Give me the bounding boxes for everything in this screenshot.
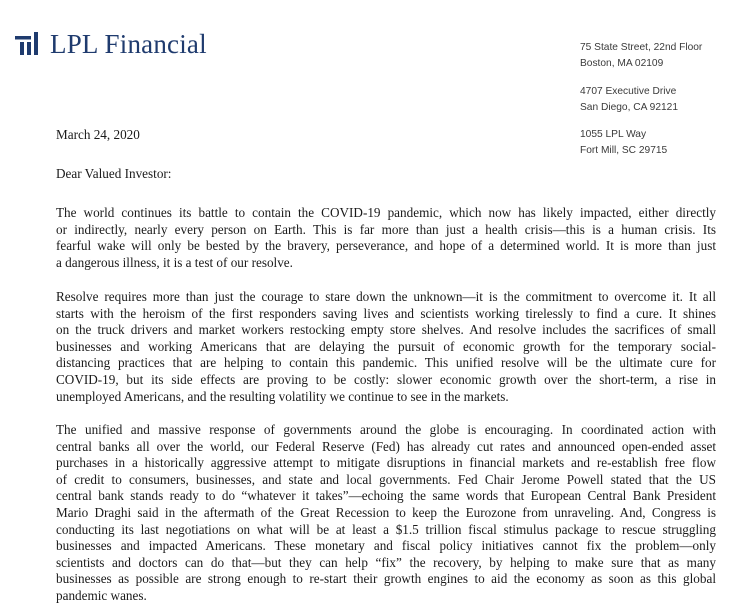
text-line: Mario Draghi said in the aftermath of the Great Recession to keep the Eurozone from unraveling. And, Congress is [56, 504, 716, 520]
salutation: Dear Valued Investor: [56, 166, 172, 181]
address-line: Boston, MA 02109 [580, 58, 664, 69]
text-line: central bank stands ready to do “whatever it takes”—echoing the same words that European Central Bank President [56, 488, 716, 504]
text-line: businesses and working Americans that are delaying the pursuit of economic growth for the temporary social- [56, 338, 716, 354]
text-line: on the truck drivers and market workers restocking empty store shelves. And resolve includes the sacrifices of small [56, 322, 716, 338]
address-fort-mill [580, 127, 667, 159]
address-line: 75 State Street, 22nd Floor [580, 42, 703, 53]
text-line: The unified and massive response of governments around the globe is encouraging. In coordinated action with [56, 422, 716, 437]
text-line: conducting its last negotiations on what will be at least a $1.5 trillion fiscal stimulus package to rescue struggling [56, 521, 716, 537]
address-line: 4707 Executive Drive [580, 86, 677, 97]
text-line: Resolve requires more than just the courage to stare down the unknown—it is the commitment to overcome it. It all [56, 289, 716, 304]
text-line: distancing practices that are helping to contain this pandemic. This unified resolve will be the ultimate cure for [56, 355, 716, 371]
text-line: COVID-19, but its side effects are proving to be costly: slower economic growth over the short-term, a rise in [56, 371, 716, 387]
address-line: Fort Mill, SC 29715 [580, 145, 668, 156]
address-boston [580, 40, 702, 72]
text-line: a dangerous illness, it is a test of our resolve. [56, 254, 293, 270]
logo-text: LPL Financial [50, 28, 207, 59]
address-san-diego [580, 84, 678, 116]
text-line: starts with the heroism of the first responders saving lives and scientists working tirelessly to find a cure. It shines [56, 305, 716, 321]
text-line: fearful wake will only be bested by the bravery, perseverance, and hope of a determined world. It is more than just [56, 238, 716, 254]
lpl-bars-logo-icon [15, 32, 41, 56]
letter-date: March 24, 2020 [56, 127, 140, 142]
address-line: 1055 LPL Way [580, 129, 647, 140]
text-line: central banks all over the world, our Federal Reserve (Fed) has already cut rates and announced open-ended asset [56, 438, 716, 454]
company-logo [15, 28, 207, 60]
text-line: or indirectly, nearly every person on Earth. This is far more than just a health crisis—this is a human crisis. Its [56, 221, 716, 237]
text-line: businesses as possible are strong enough to re-start their growth engines to aid the economy as soon as this global [56, 571, 716, 587]
text-line: of credit to consumers, businesses, and state and local governments. Fed Chair Jerome Powell stated that the US [56, 471, 716, 487]
text-line: scientists and doctors can do that—but they can help “fix” the recovery, by helping to make sure that as many [56, 554, 716, 570]
text-line: pandemic wanes. [56, 587, 147, 603]
address-line: San Diego, CA 92121 [580, 102, 678, 113]
text-line: businesses and impacted Americans. These monetary and fiscal policy initiatives cannot fix the problem—only [56, 538, 716, 554]
paragraph-3 [56, 422, 716, 605]
text-line: The world continues its battle to contain the COVID-19 pandemic, which now has likely impacted, either directly [56, 205, 716, 220]
paragraph-2 [56, 289, 716, 405]
text-line: purchases in a historically aggressive attempt to mitigate disruptions in financial markets and re-establish free flow [56, 455, 716, 471]
paragraph-1 [56, 205, 716, 271]
text-line: unemployed Americans, and the resulting volatility we continue to see in the markets. [56, 388, 509, 404]
